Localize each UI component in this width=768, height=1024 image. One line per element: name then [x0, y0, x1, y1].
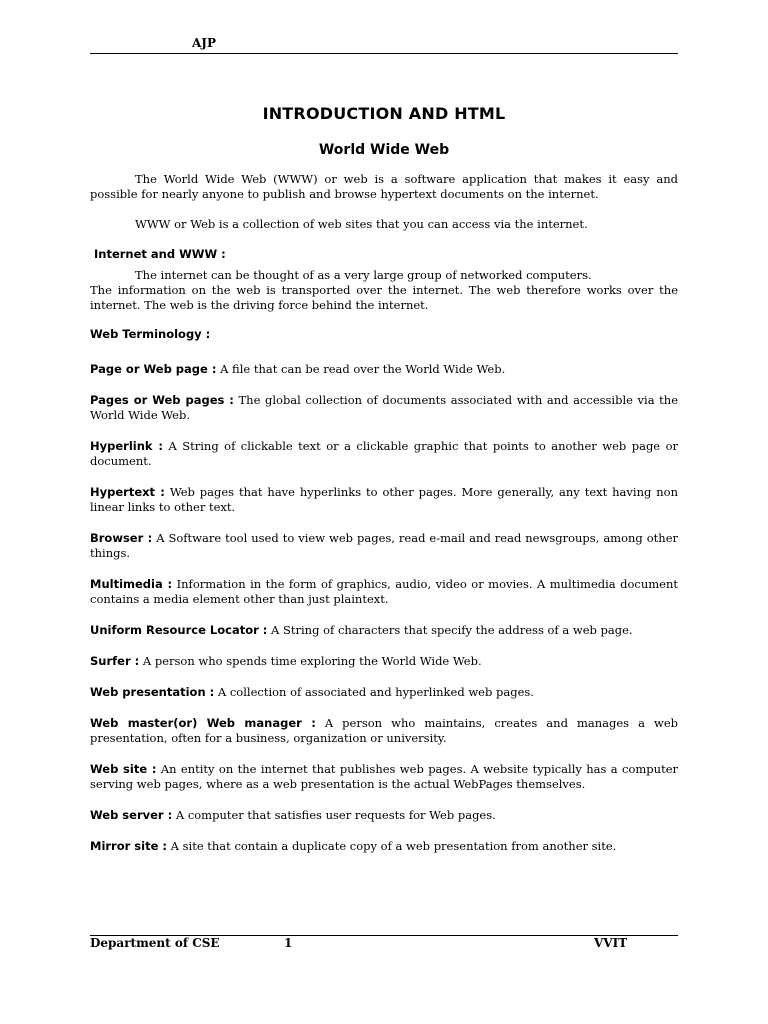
term-label: Hypertext : [90, 485, 165, 499]
term-label: Uniform Resource Locator : [90, 623, 268, 637]
term-entry [90, 762, 678, 792]
page-subtitle: World Wide Web [318, 142, 450, 158]
term-definition: A collection of associated and hyperlinked web pages. [217, 685, 534, 699]
header-course-code: AJP [192, 36, 217, 50]
page-title: INTRODUCTION AND HTML [262, 104, 506, 123]
term-definition: A person who spends time exploring the World Wide Web. [142, 654, 482, 668]
term-definition: A Software tool used to view web pages, read e-mail and read newsgroups, among other things. [90, 531, 678, 560]
footer-page-number: 1 [284, 936, 293, 950]
intro-paragraph-2: WWW or Web is a collection of web sites that you can access via the internet. [135, 217, 588, 231]
term-label: Multimedia : [90, 577, 173, 591]
term-label: Web presentation : [90, 685, 215, 699]
term-entry [90, 577, 678, 607]
term-label: Page or Web page : [90, 362, 217, 376]
term-definition: A computer that satisfies user requests for Web pages. [175, 808, 496, 822]
term-label: Mirror site : [90, 839, 167, 853]
term-label: Pages or Web pages : [90, 393, 234, 407]
term-definition: A person who maintains, creates and manages a web presentation, often for a business, organization or university. [90, 716, 678, 745]
term-definition: A String of characters that specify the address of a web page. [271, 623, 633, 637]
term-entry [90, 808, 678, 823]
term-definition: A String of clickable text or a clickable graphic that points to another web page or document. [90, 439, 679, 468]
body-content [90, 172, 678, 870]
term-definition: Web pages that have hyperlinks to other pages. More generally, any text having non linear links to other text. [90, 485, 679, 514]
term-entry [90, 654, 678, 669]
internet-section-line-1: The internet can be thought of as a very large group of networked computers. [135, 268, 592, 282]
term-definition: A file that can be read over the World Wide Web. [220, 362, 506, 376]
header-rule [90, 53, 678, 54]
term-definition: A site that contain a duplicate copy of a web presentation from another site. [170, 839, 617, 853]
intro-paragraph-1: The World Wide Web (WWW) or web is a software application that makes it easy and possible for nearly anyone to publish and browse hypertext documents on the internet. [90, 172, 678, 201]
term-label: Surfer : [90, 654, 140, 668]
term-definition: Information in the form of graphics, audio, video or movies. A multimedia document contains a media element other than just plaintext. [90, 577, 678, 606]
internet-section-line-2: The information on the web is transported over the internet. The web therefore works over the internet. The web is the driving force behind the internet. [90, 283, 678, 312]
term-label: Web master(or) Web manager : [90, 716, 316, 730]
term-entry [90, 716, 678, 746]
term-entry [90, 685, 678, 700]
term-definition: An entity on the internet that publishes web pages. A website typically has a computer serving web pages, where as a web presentation is the actual WebPages themselves. [90, 762, 678, 791]
term-label: Browser : [90, 531, 153, 545]
term-entry [90, 839, 678, 854]
term-entry [90, 531, 678, 561]
term-definition: The global collection of documents associated with and accessible via the World Wide Web. [90, 393, 679, 422]
terminology-heading: Web Terminology : [90, 327, 211, 341]
term-entry [90, 485, 678, 515]
footer-department: Department of CSE [90, 936, 220, 950]
term-label: Web site : [90, 762, 157, 776]
term-label: Web server : [90, 808, 173, 822]
term-entry [90, 439, 678, 469]
term-entry [90, 362, 678, 377]
term-entry [90, 623, 678, 638]
term-entry [90, 393, 678, 423]
term-label: Hyperlink : [90, 439, 163, 453]
terminology-list [90, 362, 678, 854]
internet-section-heading: Internet and WWW : [94, 247, 226, 261]
footer-institution: VVIT [594, 936, 628, 950]
